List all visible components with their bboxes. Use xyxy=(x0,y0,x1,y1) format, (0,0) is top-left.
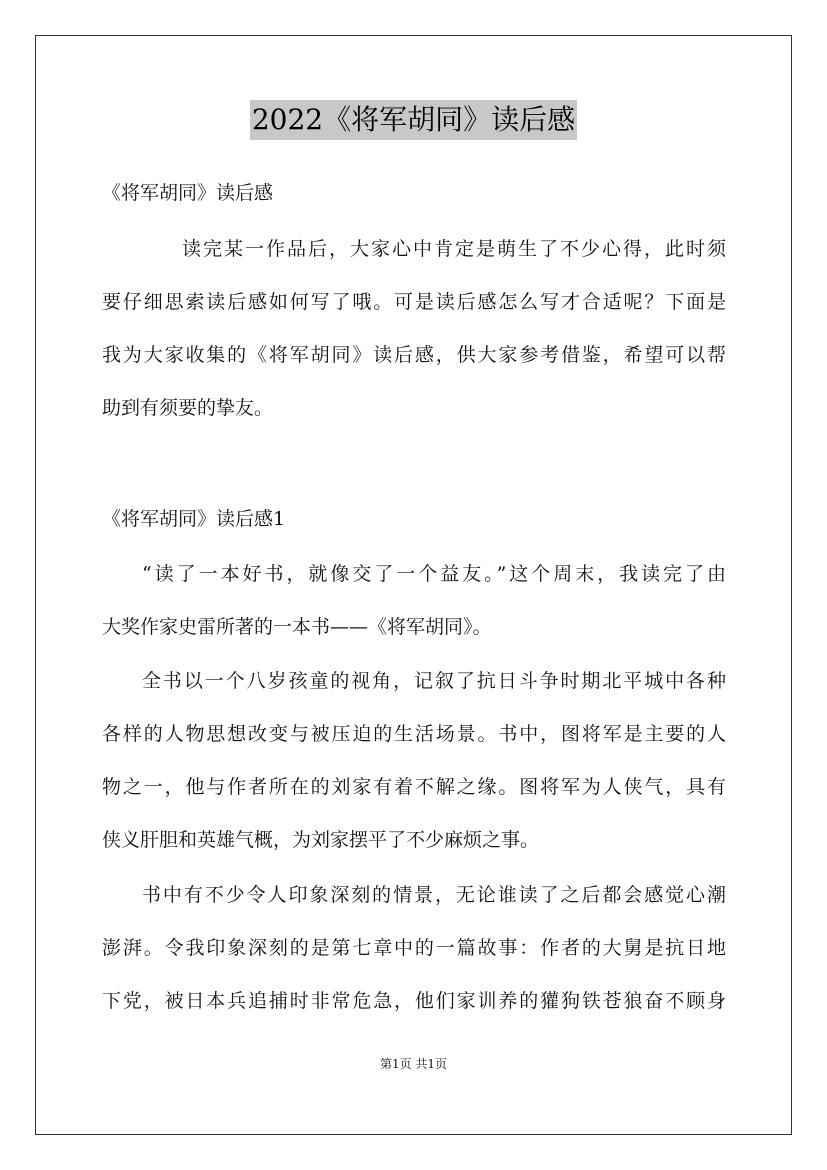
paragraph-line: 下党，被日本兵追捕时非常危急，他们家训养的獾狗铁苍狼奋不顾身 xyxy=(102,990,726,1012)
subtitle: 《将军胡同》读后感 xyxy=(102,182,274,204)
paragraph-line: 书中有不少令人印象深刻的情景，无论谁读了之后都会感觉心潮 xyxy=(142,884,726,906)
document-title: 2022《将军胡同》读后感 xyxy=(250,100,577,140)
paragraph-line: “读了一本好书，就像交了一个益友。”这个周末，我读完了由 xyxy=(142,563,726,585)
paragraph-line: 我为大家收集的《将军胡同》读后感，供大家参考借鉴，希望可以帮 xyxy=(102,344,726,366)
paragraph-line: 澎湃。令我印象深刻的是第七章中的一篇故事：作者的大舅是抗日地 xyxy=(102,937,726,959)
paragraph-line: 各样的人物思想改变与被压迫的生活场景。书中，图将军是主要的人 xyxy=(102,723,726,745)
paragraph-line: 物之一，他与作者所在的刘家有着不解之缘。图将军为人侠气，具有 xyxy=(102,776,726,798)
paragraph-line: 读完某一作品后，大家心中肯定是萌生了不少心得，此时须 xyxy=(182,238,726,260)
title-container xyxy=(0,100,827,140)
paragraph-line: 大奖作家史雷所著的一本书——《将军胡同》。 xyxy=(102,616,492,638)
paragraph-line: 全书以一个八岁孩童的视角，记叙了抗日斗争时期北平城中各种 xyxy=(142,670,726,692)
paragraph-line: 要仔细思索读后感如何写了哦。可是读后感怎么写才合适呢？下面是 xyxy=(102,291,726,313)
section-heading: 《将军胡同》读后感1 xyxy=(102,508,286,530)
paragraph-line: 助到有须要的挚友。 xyxy=(102,397,274,419)
page-footer: 第1页 共1页 xyxy=(379,1057,448,1071)
paragraph-line: 侠义肝胆和英雄气概，为刘家摆平了不少麻烦之事。 xyxy=(102,829,540,851)
